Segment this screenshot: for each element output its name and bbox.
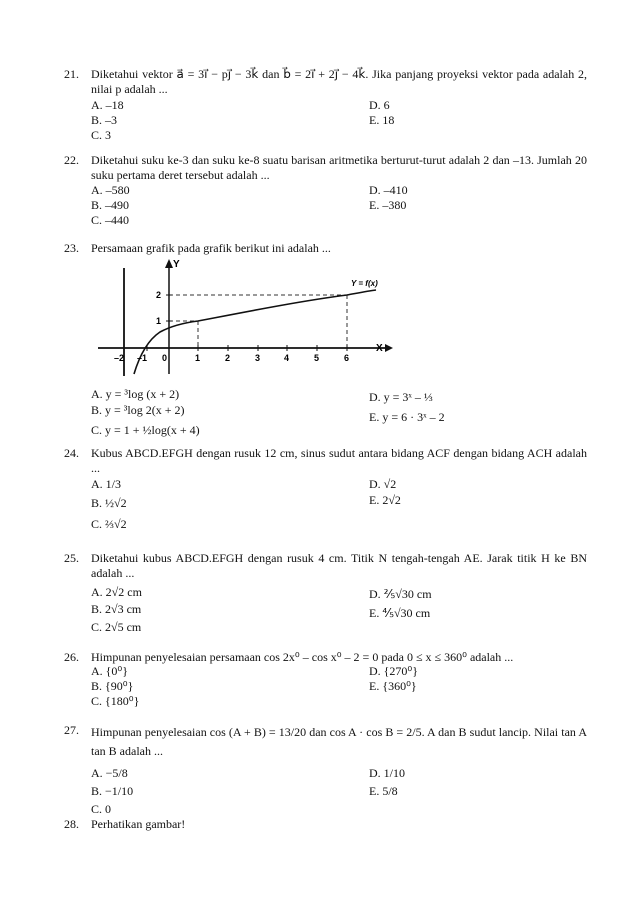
option-d: D. {270⁰}: [369, 664, 418, 678]
option-b: B. y = ³log 2(x + 2): [91, 403, 185, 417]
option-c: C. 2√5 cm: [91, 620, 142, 634]
option-b: B. –3: [91, 113, 118, 127]
option-b: B. ½√2: [91, 496, 127, 510]
option-a: A. y = ³log (x + 2): [91, 387, 180, 401]
question-stem: Perhatikan gambar!: [91, 817, 186, 831]
x-tick: 4: [284, 353, 290, 363]
option-c: C. 3: [91, 128, 112, 142]
option-c: C. –440: [91, 213, 130, 227]
question-stem: Himpunan penyelesaian cos (A + B) = 13/20 dan cos A · cos B = 2/5. A dan B sudut lancip. Nilai tan A tan B adalah ...: [91, 725, 587, 758]
question-stem: Kubus ABCD.EFGH dengan rusuk 12 cm, sinus sudut antara bidang ACF dengan bidang ACH adalah ...: [91, 446, 587, 475]
option-e: E. ⅘√30 cm: [369, 606, 431, 620]
x-tick: 0: [162, 353, 168, 363]
question-number: 23.: [64, 241, 79, 255]
option-e: E. 5/8: [369, 784, 398, 798]
x-tick: 3: [255, 353, 261, 363]
option-e: E. 2√2: [369, 493, 401, 507]
option-e: E. –380: [369, 198, 407, 212]
option-d: D. 6: [369, 98, 390, 112]
y-axis-label: Y: [173, 259, 180, 270]
x-tick: 1: [195, 353, 201, 363]
y-tick: 2: [156, 290, 162, 300]
option-a: A. −5/8: [91, 766, 128, 780]
option-a: A. {0⁰}: [91, 664, 128, 678]
option-a: A. –18: [91, 98, 124, 112]
option-c: C. {180⁰}: [91, 694, 140, 708]
option-d: D. ⅖√30 cm: [369, 587, 432, 601]
question-stem: Himpunan penyelesaian persamaan cos 2x⁰ – cos x⁰ – 2 = 0 pada 0 ≤ x ≤ 360⁰ adalah ...: [91, 650, 514, 664]
x-tick: 2: [225, 353, 231, 363]
option-e: E. {360⁰}: [369, 679, 417, 693]
option-a: A. 1/3: [91, 477, 121, 491]
x-tick: –2: [114, 353, 125, 363]
option-a: A. –580: [91, 183, 130, 197]
question-stem: Diketahui suku ke-3 dan suku ke-8 suatu barisan aritmetika berturut-turut adalah 2 dan –13. Jumlah 20 suku pertama deret tersebut adalah ...: [91, 153, 587, 182]
question-number: 21.: [64, 67, 79, 81]
x-axis-label: X: [376, 343, 383, 354]
question-number: 24.: [64, 446, 79, 460]
option-c: C. ⅔√2: [91, 517, 127, 531]
question-number: 25.: [64, 551, 79, 565]
question-stem: Diketahui kubus ABCD.EFGH dengan rusuk 4 cm. Titik N tengah-tengah AE. Jarak titik H ke BN adalah ...: [91, 551, 587, 580]
option-b: B. {90⁰}: [91, 679, 134, 693]
question-number: 28.: [64, 817, 79, 831]
option-a: A. 2√2 cm: [91, 585, 142, 599]
x-tick: 6: [344, 353, 350, 363]
question-number: 22.: [64, 153, 79, 167]
question-number: 26.: [64, 650, 79, 664]
question-stem: Diketahui vektor a⃗ = 3i⃗ − pj⃗ − 3k⃗ dan b⃗ = 2i⃗ + 2j⃗ − 4k⃗. Jika panjang proyeksi vektor pada adalah 2, nilai p adalah ...: [91, 67, 587, 96]
question-stem: Persamaan grafik pada grafik berikut ini adalah ...: [91, 241, 331, 255]
option-b: B. −1/10: [91, 784, 134, 798]
option-d: D. 1/10: [369, 766, 405, 780]
option-d: D. y = 3ˣ – ⅓: [369, 390, 433, 404]
option-b: B. –490: [91, 198, 130, 212]
option-b: B. 2√3 cm: [91, 602, 142, 616]
option-c: C. 0: [91, 802, 112, 816]
option-d: D. –410: [369, 183, 408, 197]
option-e: E. y = 6 · 3ˣ – 2: [369, 410, 445, 424]
x-tick: –1: [137, 353, 148, 363]
option-c: C. y = 1 + ½log(x + 4): [91, 423, 200, 437]
option-d: D. √2: [369, 477, 397, 491]
y-tick: 1: [156, 316, 162, 326]
x-tick: 5: [314, 353, 320, 363]
option-e: E. 18: [369, 113, 395, 127]
log-graph: [90, 256, 400, 381]
curve-label: Y = f(x): [351, 279, 378, 288]
question-number: 27.: [64, 723, 79, 737]
